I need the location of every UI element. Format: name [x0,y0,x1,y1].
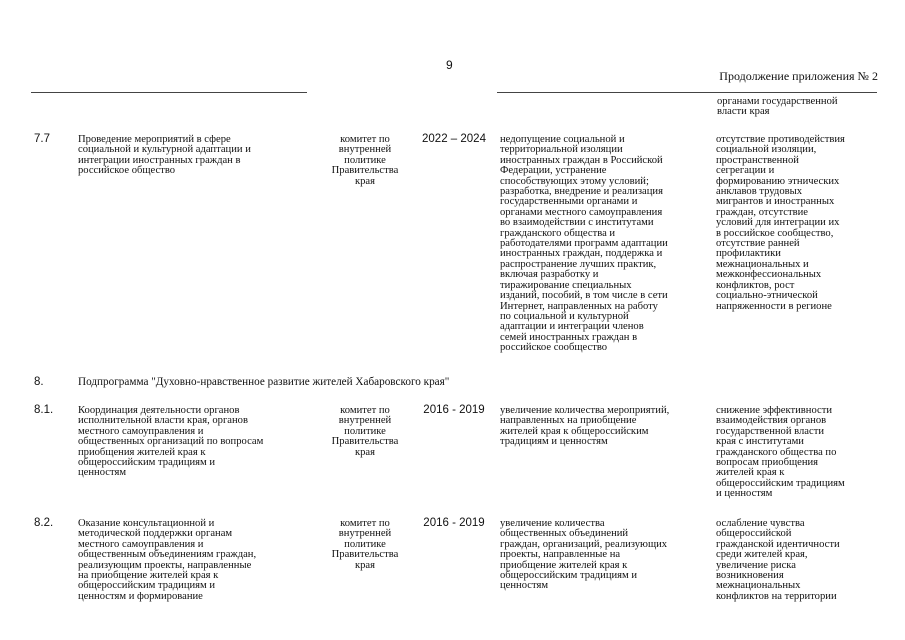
subprogram-title: Подпрограмма "Духовно-нравственное развитие жителей Хабаровского края" [78,376,450,388]
row-measure: Проведение мероприятий в сфере социальной и культурной адаптации и интеграции иностранных граждан в российское общество [78,134,251,177]
row-consequence: отсутствие противодействия социальной изоляции, пространственной сегрегации и формированию этнических анклавов трудовых мигрантов и иностранных граждан, отсутствие условий для интеграции их в российское сообщество, отсутствие ранней профилактики межнациональных и межконфессиональных конфликтов, рост социально-этнической напряженности в регионе [716,134,845,312]
subprogram-number: 8. [34,376,44,388]
row-executor: комитет по внутренней политике Правительства края [331,518,399,571]
row-number: 7.7 [34,133,50,145]
header-rule-right [497,92,877,93]
row-consequence: снижение эффективности взаимодействия органов государственной власти края с институтами гражданского общества по вопросам приобщения жителей края к общероссийским традициям и ценностям [716,405,845,500]
page-number: 9 [446,58,453,72]
row-result: увеличение количества общественных объединений граждан, организаций, реализующих проекты, направленные на приобщение жителей края к общероссийским традициям и ценностям [500,518,668,592]
row-executor: комитет по внутренней политике Правительства края [331,134,399,187]
row-consequence: ослабление чувства общероссийской гражданской идентичности среди жителей края, увеличение риска возникновения межнациональных конфликтов на территории [716,518,840,602]
row-executor: комитет по внутренней политике Правительства края [331,405,399,458]
row-period: 2016 - 2019 [423,517,485,529]
row-period: 2016 - 2019 [423,404,485,416]
row-period: 2022 – 2024 [422,133,486,145]
row-measure: Оказание консультационной и методической поддержки органам местного самоуправления и общественным объединениям граждан, реализующим проекты, направленные на приобщение жителей края к общероссийским традициям и ценностям и формирование [78,518,257,602]
row-number: 8.2. [34,517,54,529]
row-number: 8.1. [34,404,54,416]
carry-over-text: органами государственной власти края [717,96,838,118]
continuation-note: Продолжение приложения № 2 [719,69,878,83]
row-result: увеличение количества мероприятий, направленных на приобщение жителей края к общероссийским традициям и ценностям [500,405,670,448]
row-measure: Координация деятельности органов исполнительной власти края, органов местного самоуправления и общественных организаций по вопросам приобщения жителей края к общероссийским традициям и ценностям [78,405,264,479]
header-rule-left [31,92,307,93]
row-result: недопущение социальной и территориальной изоляции иностранных граждан в Российской Федерации, устранение способствующих этому условий; разработка, внедрение и реализация государственными органами и органами местного самоуправления во взаимодействии с институтами гражданского общества и работодателями программ адаптации иностранных граждан, поддержка и распространение лучших практик, включая разработку и тиражирование специальных изданий, пособий, в том числе в сети Интернет, направленных на работу по социальной и культурной адаптации и интеграции членов семей иностранных граждан в российское сообщество [500,134,668,354]
